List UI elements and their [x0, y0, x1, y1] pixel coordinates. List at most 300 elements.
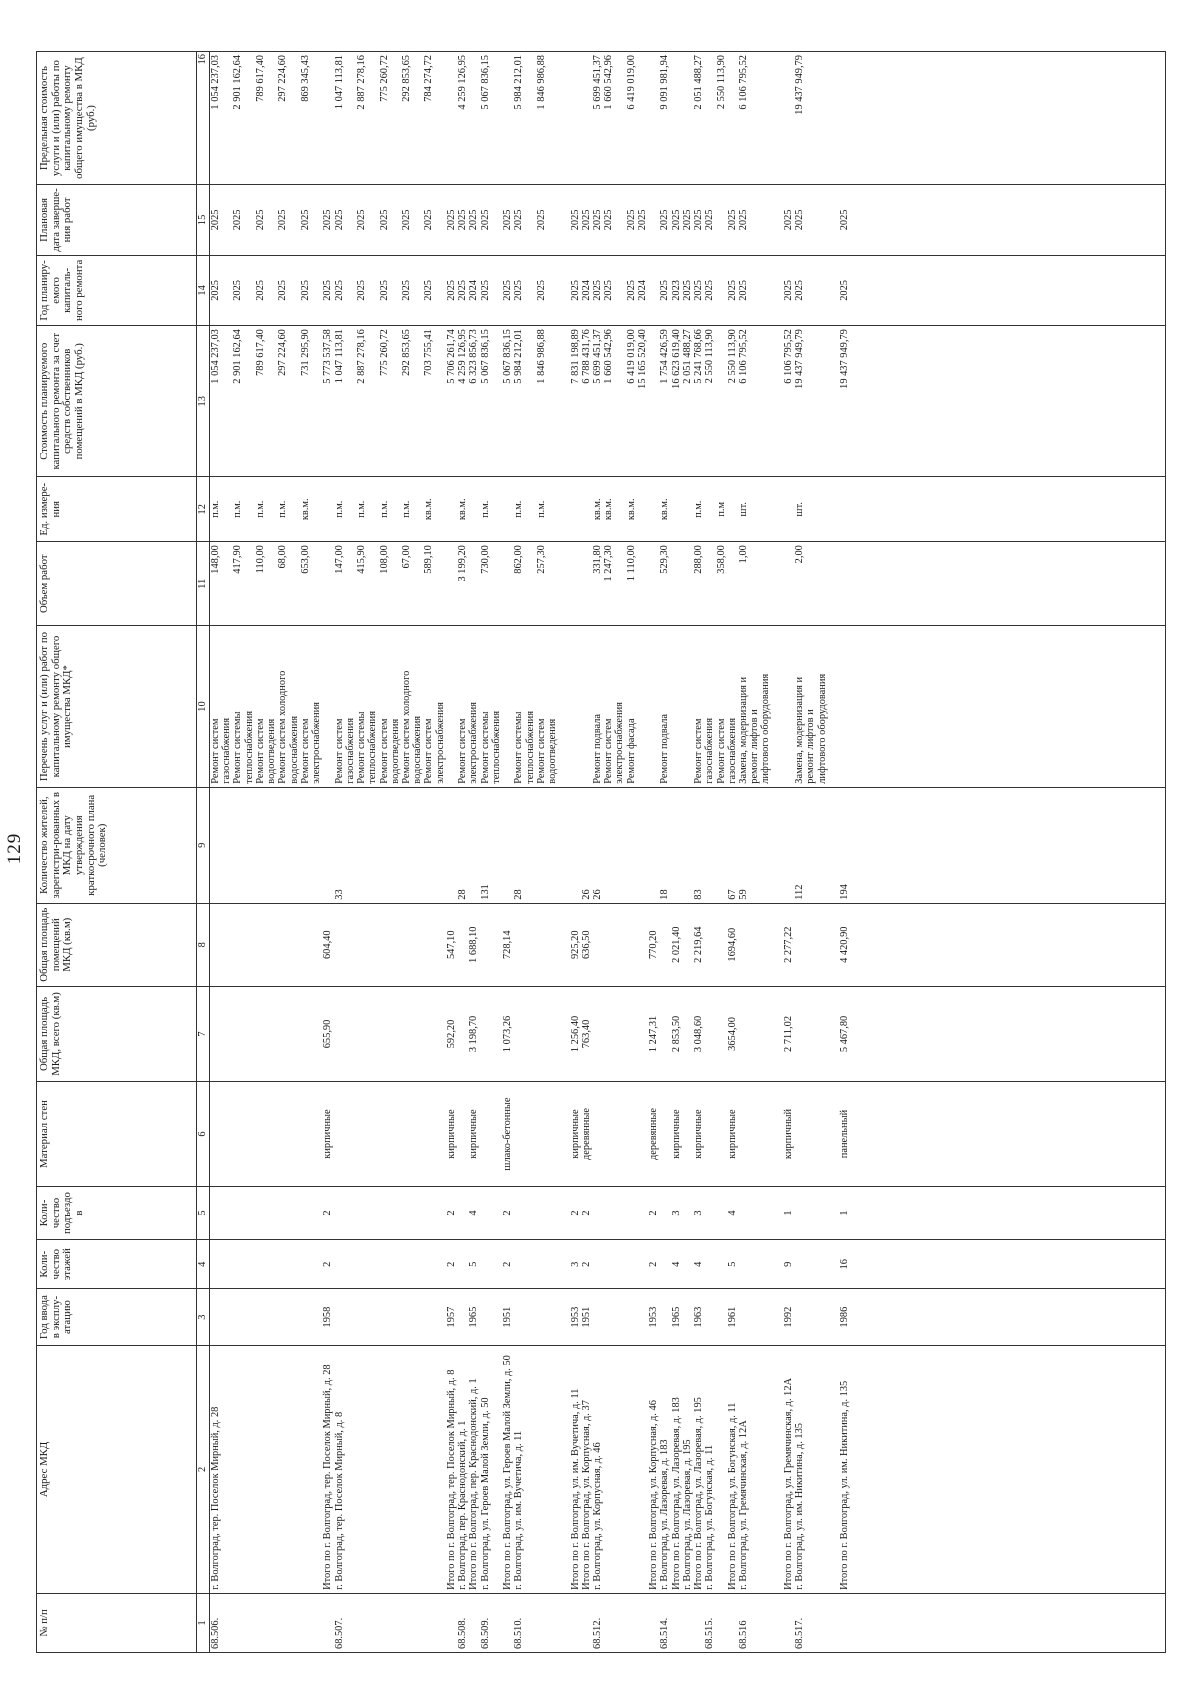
cell-line: [738, 1190, 749, 1236]
cell-line: 2025: [333, 209, 345, 231]
cell-line: [221, 1085, 232, 1183]
cell-line: [805, 907, 816, 983]
header-cell: Перечень услуг и (или) работ по капитальному ремонту общего имущества МКД*: [37, 626, 197, 787]
cell-line: 1965: [670, 1306, 682, 1328]
cell-line: [491, 1292, 502, 1342]
total-area-cell: [480, 986, 514, 1082]
wall-material-cell: [480, 1082, 514, 1187]
cell-line: 655,90: [322, 1019, 334, 1049]
cell-line: [277, 990, 288, 1079]
column-number-row: [197, 52, 210, 1653]
cell-line: [805, 1349, 816, 1590]
cell-line: 2025: [580, 209, 592, 231]
cell-line: [266, 55, 277, 181]
cell-line: 28: [513, 889, 525, 900]
cell-line: 1958: [322, 1306, 334, 1328]
cell-line: [491, 1243, 502, 1285]
cell-line: [367, 1085, 378, 1183]
cell-line: 3: [693, 1210, 705, 1216]
header-cell: Год планиру-емого капиталь-ного ремонта: [37, 255, 197, 325]
cell-line: Итого по г. Волгоград, ул. Корпусная, д. 37: [580, 1400, 592, 1590]
cell-line: [423, 990, 434, 1079]
cell-line: Итого по г. Волгоград, пер. Краснодонский, д. 1: [468, 1378, 480, 1590]
year-built-cell: [480, 1289, 514, 1346]
cell-line: [716, 259, 727, 322]
cell-line: [525, 1190, 536, 1236]
cell-line: [289, 1085, 300, 1183]
cell-line: [423, 1349, 434, 1590]
cell-line: 1992: [782, 1306, 794, 1328]
total-area-cell: [659, 986, 693, 1082]
cell-line: Ремонт подвала: [591, 714, 603, 784]
cell-line: [603, 907, 614, 983]
cell-line: кирпичные: [693, 1109, 705, 1159]
premises-area-cell: [693, 903, 738, 986]
header-cell: Год ввода в эксплу-атацию: [37, 1289, 197, 1346]
cell-line: [356, 1243, 367, 1285]
cell-line: 1957: [445, 1306, 457, 1328]
cell-line: [457, 1243, 468, 1285]
cell-line: [457, 1085, 468, 1183]
cell-line: 5 699 451,37: [591, 55, 603, 110]
cell-line: [772, 329, 783, 473]
cell-line: 68.508.: [457, 1617, 469, 1649]
cell-line: [749, 329, 760, 473]
cell-line: [244, 259, 255, 322]
cell-line: [794, 1243, 805, 1285]
year-built-cell: [457, 1289, 479, 1346]
cell-line: [558, 990, 569, 1079]
works-list-cell: [581, 626, 660, 787]
table-wrapper: [36, 51, 1166, 1653]
cell-line: 2 853,50: [670, 1015, 682, 1053]
cell-line: [244, 1190, 255, 1236]
cell-line: [390, 990, 401, 1079]
total-area-cell: [738, 986, 794, 1082]
planned-cost-cell: [738, 326, 794, 477]
wall-material-cell: [794, 1082, 850, 1187]
cell-line: 6 419 019,00: [625, 55, 637, 110]
cell-line: г. Волгоград, ул. Героев Малой Земли, д. 50: [479, 1397, 491, 1590]
cell-line: Итого по г. Волгоград, ул. им. Вучетича, д. 11: [569, 1388, 581, 1590]
completion-date-cell: [659, 185, 693, 255]
unit-cell: [659, 477, 693, 542]
cell-line: [221, 907, 232, 983]
column-number: 3: [197, 1289, 210, 1346]
cell-line: 2025: [591, 209, 603, 231]
cell-line: 2: [445, 1261, 457, 1267]
cell-line: 2025: [704, 280, 716, 301]
cell-line: [356, 1190, 367, 1236]
cell-line: водоснабжения: [288, 715, 300, 784]
cell-line: [525, 480, 536, 538]
cell-line: [390, 907, 401, 983]
cell-line: газоснабжения: [344, 718, 356, 784]
header-cell: Материал стен: [37, 1082, 197, 1187]
cell-line: [266, 329, 277, 473]
cell-line: 2025: [232, 280, 244, 301]
cell-line: [345, 1190, 356, 1236]
cell-line: [300, 1292, 311, 1342]
planned-cost-cell: [659, 326, 693, 477]
cell-line: 2025: [423, 280, 435, 301]
cell-line: 148,00: [210, 545, 221, 574]
cell-line: 68.509.: [479, 1617, 491, 1649]
cell-line: [244, 990, 255, 1079]
cell-line: [760, 1243, 771, 1285]
cell-line: [232, 907, 243, 983]
cell-line: кв.м.: [457, 498, 469, 521]
cell-line: [266, 990, 277, 1079]
cell-line: [435, 1085, 446, 1183]
cell-line: 2025: [378, 209, 390, 231]
cell-line: [536, 990, 547, 1079]
cell-line: 2024: [580, 280, 592, 301]
cell-line: [716, 990, 727, 1079]
cell-line: 68.507.: [333, 1617, 345, 1649]
cell-line: [760, 1292, 771, 1342]
cell-line: [558, 1349, 569, 1590]
cell-line: [592, 990, 603, 1079]
filler-cell: [850, 542, 1165, 626]
cell-line: [772, 1243, 783, 1285]
cell-line: [491, 1349, 502, 1590]
unit-cell: [334, 477, 458, 542]
cell-line: 2: [648, 1261, 660, 1267]
cell-line: [760, 188, 771, 251]
cell-line: кирпичные: [726, 1109, 738, 1159]
row-number: [480, 1593, 514, 1652]
cell-line: [614, 480, 625, 538]
cell-line: 7 831 198,89: [569, 329, 581, 384]
row-number: [513, 1593, 580, 1652]
column-number: 14: [197, 255, 210, 325]
cell-line: 1986: [839, 1306, 851, 1328]
cell-line: 1 047 113,81: [333, 329, 345, 384]
cell-line: [637, 1292, 648, 1342]
cell-line: 2025: [726, 209, 738, 231]
cell-line: 112: [794, 884, 806, 900]
cell-line: [367, 907, 378, 983]
cell-line: [423, 1292, 434, 1342]
cell-line: [581, 55, 592, 181]
cell-line: [255, 1349, 266, 1590]
cell-line: [255, 907, 266, 983]
floors-cell: [794, 1240, 850, 1289]
premises-area-cell: [738, 903, 794, 986]
cell-line: [716, 907, 727, 983]
cell-line: [435, 1243, 446, 1285]
cell-line: [311, 188, 322, 251]
cell-line: [221, 1349, 232, 1590]
cell-line: 4: [726, 1210, 738, 1216]
cell-line: [277, 1349, 288, 1590]
cell-line: [817, 1349, 828, 1590]
total-area-cell: [457, 986, 479, 1082]
cell-line: [760, 1085, 771, 1183]
cell-line: 1 846 986,88: [535, 329, 547, 384]
cell-line: 529,30: [659, 545, 671, 574]
cell-line: 68.510.: [513, 1617, 525, 1649]
cell-line: п.м.: [479, 500, 491, 518]
cell-line: [255, 990, 266, 1079]
cell-line: [367, 1243, 378, 1285]
cell-line: 1953: [569, 1306, 581, 1328]
cell-line: [805, 329, 816, 473]
cell-line: 2025: [659, 209, 671, 231]
planned-year-cell: [581, 255, 660, 325]
cell-line: [828, 1349, 839, 1590]
cell-line: Ремонт систем: [378, 718, 390, 784]
cell-line: 730,00: [479, 545, 491, 574]
cell-line: [221, 1190, 232, 1236]
works-list-cell: [513, 626, 580, 787]
cell-line: шлако-бетонные: [502, 1097, 514, 1171]
premises-area-cell: [334, 903, 458, 986]
floors-cell: [334, 1240, 458, 1289]
cell-line: [311, 1292, 322, 1342]
cell-line: [805, 188, 816, 251]
cell-line: [379, 990, 390, 1079]
work-volume-cell: [794, 542, 850, 626]
cell-line: [828, 1243, 839, 1285]
address-cell: [480, 1346, 514, 1594]
cell-line: 2025: [254, 209, 266, 231]
cell-line: [244, 55, 255, 181]
cell-line: [300, 1085, 311, 1183]
cell-line: [637, 1085, 648, 1183]
cell-line: [547, 329, 558, 473]
table-row: [457, 52, 479, 1653]
cell-line: [794, 990, 805, 1079]
cell-line: 2025: [445, 209, 457, 231]
cell-line: [232, 1349, 243, 1590]
cell-line: водоотведения: [547, 718, 559, 784]
cell-line: [525, 545, 536, 622]
cell-line: теплоснабжения: [524, 711, 536, 784]
cell-line: п.м.: [277, 500, 289, 518]
premises-area-cell: [581, 903, 660, 986]
cell-line: Итого по г. Волгоград, ул. Богунская, д. 11: [726, 1402, 738, 1590]
cell-line: [716, 329, 727, 473]
cell-line: [210, 990, 221, 1079]
cell-line: 2025: [535, 280, 547, 301]
cell-line: 6 106 795,52: [738, 55, 750, 110]
cell-line: 2: [580, 1261, 592, 1267]
cell-line: [794, 1190, 805, 1236]
completion-date-cell: [210, 185, 334, 255]
cell-line: 59: [738, 889, 750, 900]
cell-line: [210, 1085, 221, 1183]
cell-line: [289, 1349, 300, 1590]
cell-line: 2 550 113,90: [704, 329, 716, 384]
cell-line: [603, 990, 614, 1079]
cell-line: 4 420,90: [839, 926, 851, 963]
cell-line: [828, 188, 839, 251]
cell-line: [412, 1190, 423, 1236]
table-body: [210, 52, 1166, 1653]
cell-line: панельный: [839, 1109, 851, 1159]
cell-line: [536, 1349, 547, 1590]
cell-line: 2025: [445, 280, 457, 301]
planned-year-cell: [738, 255, 794, 325]
unit-cell: [794, 477, 850, 542]
cell-line: 3 199,20: [457, 545, 469, 582]
cell-line: [367, 329, 378, 473]
cell-line: 3 048,60: [693, 1015, 705, 1053]
cell-line: 19 437 949,79: [794, 329, 806, 389]
row-number: [659, 1593, 693, 1652]
cell-line: шт.: [794, 502, 806, 517]
cell-line: [536, 907, 547, 983]
cell-line: [367, 1349, 378, 1590]
cell-line: 604,40: [322, 930, 334, 960]
address-cell: [210, 1346, 334, 1594]
cell-line: [244, 1243, 255, 1285]
header-row: [37, 52, 197, 1653]
cell-line: [760, 990, 771, 1079]
cell-line: 2025: [400, 209, 412, 231]
cell-line: [536, 1243, 547, 1285]
cell-line: 1 247,30: [603, 545, 615, 582]
cell-line: [412, 55, 423, 181]
cell-line: п.м.: [232, 500, 244, 518]
planned-cost-cell: [210, 326, 334, 477]
entrances-cell: [513, 1186, 580, 1239]
cell-line: 653,00: [299, 545, 311, 574]
cell-line: [232, 1292, 243, 1342]
cell-line: 862,00: [513, 545, 525, 574]
cell-line: [805, 1292, 816, 1342]
floors-cell: [457, 1240, 479, 1289]
work-volume-cell: [693, 542, 738, 626]
cell-line: [547, 188, 558, 251]
cell-line: 2 887 278,16: [356, 329, 368, 384]
cell-line: [592, 1292, 603, 1342]
cell-line: ремонт лифтов и: [749, 709, 761, 784]
cell-line: водоотведения: [266, 718, 278, 784]
cell-line: 4 259 126,95: [457, 329, 469, 384]
cell-line: [817, 1085, 828, 1183]
cell-line: [637, 1349, 648, 1590]
cell-line: Итого по г. Волгоград, ул. им. Никитина, д. 135: [839, 1380, 851, 1590]
cell-line: 2 887 278,16: [356, 55, 368, 110]
cell-line: [379, 907, 390, 983]
work-volume-cell: [334, 542, 458, 626]
cell-line: [435, 990, 446, 1079]
cell-line: [289, 545, 300, 622]
max-cost-cell: [457, 52, 479, 185]
cell-line: [457, 990, 468, 1079]
cell-line: кирпичные: [322, 1109, 334, 1159]
cell-line: [614, 1292, 625, 1342]
cell-line: Замена, модернизация и: [738, 676, 750, 784]
cell-line: 2025: [210, 280, 221, 301]
completion-date-cell: [581, 185, 660, 255]
cell-line: п.м.: [210, 500, 221, 518]
cell-line: 2025: [693, 280, 705, 301]
cell-line: 16 623 619,40: [670, 329, 682, 389]
cell-line: г. Волгоград, ул. Лазоревая, д. 195: [681, 1439, 693, 1590]
cell-line: [221, 259, 232, 322]
unit-cell: [457, 477, 479, 542]
cell-line: г. Волгоград, ул. Корпусная, д. 46: [591, 1442, 603, 1590]
cell-line: Итого по г. Волгоград, ул. Героев Малой Земли, д. 50: [502, 1355, 514, 1590]
cell-line: [435, 259, 446, 322]
cell-line: [614, 188, 625, 251]
planned-year-cell: [457, 255, 479, 325]
cell-line: [513, 1190, 524, 1236]
cell-line: [345, 1292, 356, 1342]
cell-line: газоснабжения: [704, 718, 716, 784]
cell-line: [480, 907, 491, 983]
cell-line: Ремонт фасада: [625, 718, 637, 784]
cell-line: [221, 545, 232, 622]
cell-line: 6 788 431,76: [580, 329, 592, 384]
unit-cell: [581, 477, 660, 542]
cell-line: [716, 1085, 727, 1183]
column-number: 2: [197, 1346, 210, 1594]
max-cost-cell: [210, 52, 334, 185]
filler-cell: [850, 1240, 1165, 1289]
cell-line: 1 660 542,96: [603, 329, 615, 384]
cell-line: [525, 907, 536, 983]
filler-cell: [850, 1186, 1165, 1239]
cell-line: 2025: [839, 209, 851, 231]
cell-line: [716, 1292, 727, 1342]
cell-line: [828, 907, 839, 983]
cell-line: 1 256,40: [569, 1015, 581, 1053]
cell-line: [592, 1190, 603, 1236]
page-number: 129: [4, 832, 25, 865]
cell-line: [311, 1190, 322, 1236]
cell-line: [525, 55, 536, 181]
cell-line: [412, 1292, 423, 1342]
cell-line: [480, 1085, 491, 1183]
entrances-cell: [581, 1186, 660, 1239]
completion-date-cell: [693, 185, 738, 255]
residents-cell: [480, 787, 514, 903]
work-volume-cell: [581, 542, 660, 626]
cell-line: 2025: [502, 209, 514, 231]
cell-line: [805, 259, 816, 322]
cell-line: [356, 1292, 367, 1342]
header-cell: Плановая дата заверше-ния работ: [37, 185, 197, 255]
cell-line: 2025: [277, 280, 289, 301]
cell-line: 925,20: [569, 930, 581, 960]
work-volume-cell: [457, 542, 479, 626]
entrances-cell: [693, 1186, 738, 1239]
residents-cell: [210, 787, 334, 903]
cell-line: 331,80: [591, 545, 603, 574]
cell-line: п.м.: [356, 500, 368, 518]
cell-line: г. Волгоград, ул. Лазоревая, д. 183: [659, 1439, 671, 1590]
total-area-cell: [794, 986, 850, 1082]
cell-line: Ремонт системы: [513, 711, 525, 784]
cell-line: 2: [322, 1261, 334, 1267]
filler-cell: [850, 626, 1165, 787]
cell-line: 2: [648, 1210, 660, 1216]
cell-line: [558, 1292, 569, 1342]
wall-material-cell: [513, 1082, 580, 1187]
cell-line: [626, 907, 637, 983]
cell-line: п.м.: [333, 500, 345, 518]
address-cell: [738, 1346, 794, 1594]
unit-cell: [738, 477, 794, 542]
cell-line: [805, 1243, 816, 1285]
cell-line: Итого по г. Волгоград, тер. Поселок Мирный, д. 8: [445, 1369, 457, 1590]
cell-line: [704, 1292, 715, 1342]
